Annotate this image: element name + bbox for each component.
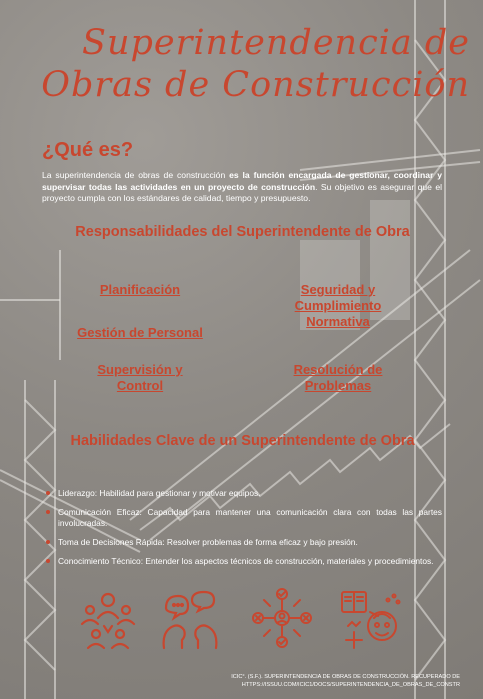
skill-text: Comunicación Eficaz: Capacidad para mantener una comunicación clara con todas las partes involucradas.: [58, 507, 442, 528]
resp-planificacion: Planificación: [99, 282, 181, 297]
skill-text: Conocimiento Técnico: Entender los aspectos técnicos de construcción, materiales y procedimientos.: [58, 556, 434, 566]
decision-network-icon: [250, 586, 314, 650]
skill-text: Liderazgo: Habilidad para gestionar y motivar equipos.: [58, 488, 261, 498]
responsabilidades-heading: Responsabilidades del Superintendente de Obra: [75, 224, 410, 240]
footer-line-2: HTTPS://ISSUU.COM/ICIC1/DOCS/SUPERINTENDENCIA_DE_OBRAS_DE_CONSTR: [241, 681, 460, 688]
footer-line-1: ICIC°. (S.F.). SUPERINTENDENCIA DE OBRAS DE CONSTRUCCIÓN. RECUPERADO DE: [231, 674, 460, 680]
intro-text-after: . Su objetivo es asegurar que el proyecto cumpla con los estándares de calidad, tiempo y presupuesto.: [42, 181, 443, 203]
footer-reference: [100, 674, 460, 689]
communication-heads-icon: [158, 586, 222, 650]
bullet-icon: [46, 559, 50, 563]
skill-text: Toma de Decisiones Rápida: Resolver problemas de forma eficaz y bajo presión.: [58, 537, 358, 547]
list-item: [46, 556, 442, 567]
page-title: [40, 22, 470, 106]
intro-text-bold: es la función encargada de gestionar, coordinar y supervisar todas las actividades en un proyecto de construcción: [42, 170, 442, 192]
skills-list: [46, 488, 442, 575]
list-item: [46, 537, 442, 548]
bullet-icon: [46, 510, 50, 514]
title-line-1: Superintendencia de: [82, 23, 470, 63]
skill-icons-row: [0, 586, 483, 656]
resp-gestion-personal: Gestión de Personal: [77, 325, 203, 340]
team-leadership-icon: [76, 586, 140, 650]
list-item: [46, 488, 442, 499]
intro-paragraph: [42, 170, 442, 205]
que-es-heading: ¿Qué es?: [42, 139, 134, 161]
resp-supervision: Supervisión y Control: [97, 362, 183, 393]
resp-seguridad: Seguridad y Cumplimiento Normativa: [294, 282, 382, 329]
resp-resolucion: Resolución de Problemas: [293, 362, 383, 393]
habilidades-heading: Habilidades Clave de un Superintendente de Obra: [70, 433, 415, 449]
knowledge-thinking-icon: [338, 586, 402, 650]
intro-text-before: La superintendencia de obras de construcción: [42, 170, 230, 180]
title-line-2: Obras de Construcción: [41, 65, 470, 105]
bullet-icon: [46, 540, 50, 544]
list-item: [46, 507, 442, 529]
bullet-icon: [46, 491, 50, 495]
